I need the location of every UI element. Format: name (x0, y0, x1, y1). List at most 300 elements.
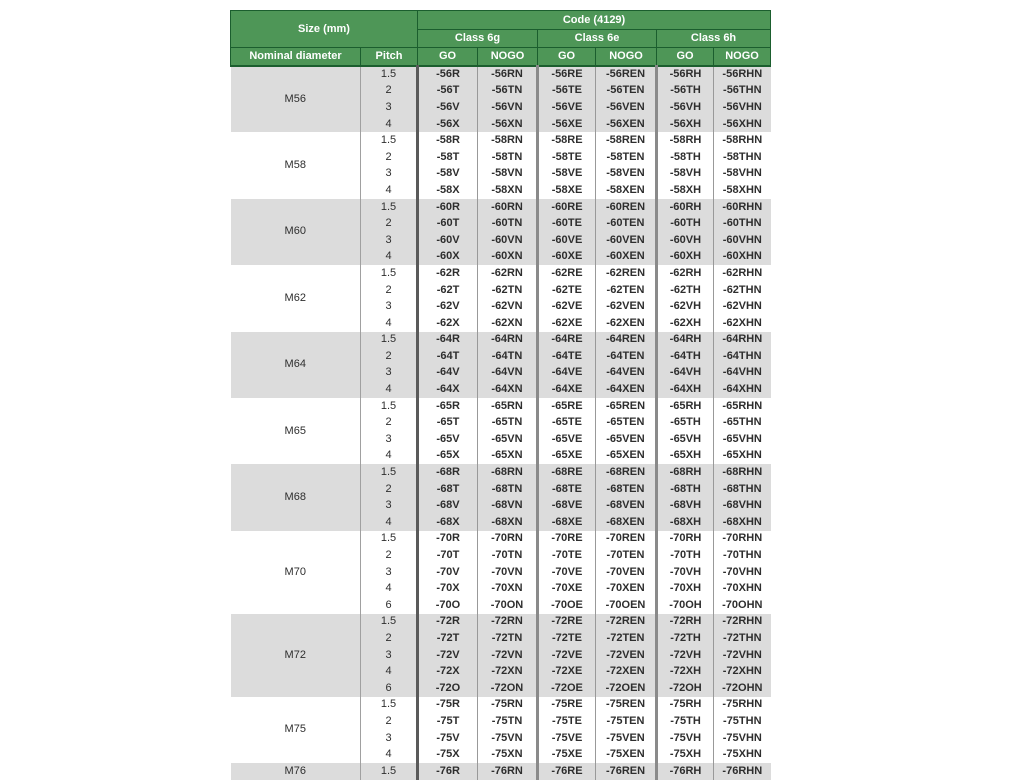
code-cell: -64RHN (714, 332, 771, 349)
pitch-cell: 2 (361, 215, 418, 232)
pitch-cell: 2 (361, 149, 418, 166)
code-cell: -72TH (657, 630, 714, 647)
code-cell: -65R (418, 398, 478, 415)
pitch-cell: 2 (361, 282, 418, 299)
diameter-cell: M58 (284, 159, 306, 172)
code-cell: -58REN (596, 132, 657, 149)
code-cell: -60TEN (596, 215, 657, 232)
table-header (231, 11, 771, 67)
code-cell: -68XE (538, 514, 596, 531)
code-cell: -70R (418, 531, 478, 548)
code-cell: -65V (418, 431, 478, 448)
code-cell: -70REN (596, 531, 657, 548)
code-cell: -56VE (538, 99, 596, 116)
code-cell: -75XN (478, 746, 538, 763)
code-cell: -75VHN (714, 730, 771, 747)
code-cell: -75VN (478, 730, 538, 747)
code-cell: -70XE (538, 580, 596, 597)
code-cell: -75T (418, 713, 478, 730)
code-cell: -58VH (657, 166, 714, 183)
code-cell: -68TH (657, 481, 714, 498)
code-cell: -56RE (538, 66, 596, 83)
code-cell: -62RE (538, 265, 596, 282)
code-cell: -72VH (657, 647, 714, 664)
code-cell: -72O (418, 680, 478, 697)
code-cell: -58R (418, 132, 478, 149)
code-cell: -62RH (657, 265, 714, 282)
code-cell: -60XN (478, 249, 538, 266)
pitch-cell: 4 (361, 580, 418, 597)
code-cell: -72ON (478, 680, 538, 697)
code-cell: -72V (418, 647, 478, 664)
code-cell: -70XHN (714, 580, 771, 597)
pitch-cell: 4 (361, 182, 418, 199)
pitch-cell: 3 (361, 730, 418, 747)
code-cell: -62V (418, 298, 478, 315)
code-cell: -75XEN (596, 746, 657, 763)
code-cell: -72X (418, 663, 478, 680)
code-cell: -60VN (478, 232, 538, 249)
code-cell: -64VHN (714, 365, 771, 382)
pitch-cell: 3 (361, 166, 418, 183)
code-cell: -56XHN (714, 116, 771, 133)
table-row (231, 531, 771, 548)
code-cell: -64XH (657, 381, 714, 398)
code-cell: -62RN (478, 265, 538, 282)
code-cell: -65TN (478, 414, 538, 431)
code-cell: -70TE (538, 547, 596, 564)
diameter-cell: M75 (284, 723, 306, 736)
code-cell: -65T (418, 414, 478, 431)
code-cell: -70OE (538, 597, 596, 614)
code-cell: -58XH (657, 182, 714, 199)
table-row (231, 132, 771, 149)
class-6e-header: Class 6e (538, 30, 657, 48)
code-cell: -58TEN (596, 149, 657, 166)
code-cell: -58VHN (714, 166, 771, 183)
pitch-cell: 3 (361, 564, 418, 581)
code-cell: -64VEN (596, 365, 657, 382)
code-cell: -64X (418, 381, 478, 398)
code-cell: -65VN (478, 431, 538, 448)
code-cell: -68X (418, 514, 478, 531)
code-cell: -76R (418, 763, 478, 780)
thread-gauge-code-table (230, 10, 771, 780)
code-cell: -56TN (478, 83, 538, 100)
code-cell: -62R (418, 265, 478, 282)
code-cell: -75TN (478, 713, 538, 730)
pitch-cell: 3 (361, 99, 418, 116)
pitch-cell: 4 (361, 514, 418, 531)
code-cell: -70TH (657, 547, 714, 564)
code-cell: -58VN (478, 166, 538, 183)
code-cell: -56XH (657, 116, 714, 133)
code-cell: -58T (418, 149, 478, 166)
code-cell: -64XHN (714, 381, 771, 398)
diameter-cell: M65 (284, 424, 306, 437)
code-cell: -68TE (538, 481, 596, 498)
code-cell: -68XEN (596, 514, 657, 531)
code-cell: -56VHN (714, 99, 771, 116)
table-row (231, 697, 771, 714)
code-cell: -68VN (478, 497, 538, 514)
code-cell: -62X (418, 315, 478, 332)
pitch-cell: 4 (361, 249, 418, 266)
code-cell: -70TN (478, 547, 538, 564)
code-cell: -60X (418, 249, 478, 266)
diameter-cell: M60 (231, 199, 361, 265)
code-cell: -76RH (657, 763, 714, 780)
code-cell: -62VEN (596, 298, 657, 315)
code-cell: -75RN (478, 697, 538, 714)
code-cell: -75XE (538, 746, 596, 763)
code-cell: -64XEN (596, 381, 657, 398)
code-cell: -58XE (538, 182, 596, 199)
pitch-cell: 1.5 (361, 132, 418, 149)
code-cell: -70THN (714, 547, 771, 564)
code-cell: -68VEN (596, 497, 657, 514)
pitch-cell: 6 (361, 680, 418, 697)
code-cell: -72TE (538, 630, 596, 647)
code-cell: -56X (418, 116, 478, 133)
code-cell: -65TH (657, 414, 714, 431)
code-cell: -70VE (538, 564, 596, 581)
code-cell: -76RHN (714, 763, 771, 780)
code-cell: -76RN (478, 763, 538, 780)
code-cell: -56VN (478, 99, 538, 116)
code-cell: -56RN (478, 66, 538, 83)
code-cell: -64V (418, 365, 478, 382)
code-cell: -64RH (657, 332, 714, 349)
code-cell: -60RHN (714, 199, 771, 216)
code-cell: -68VE (538, 497, 596, 514)
code-cell: -72VE (538, 647, 596, 664)
code-cell: -68XN (478, 514, 538, 531)
code-cell: -64TN (478, 348, 538, 365)
code-cell: -64VE (538, 365, 596, 382)
code-cell: -62VN (478, 298, 538, 315)
code-cell: -65TEN (596, 414, 657, 431)
code-cell: -64RN (478, 332, 538, 349)
code-cell: -72OEN (596, 680, 657, 697)
code-cell: -60VE (538, 232, 596, 249)
pitch-cell: 4 (361, 746, 418, 763)
code-cell: -65VH (657, 431, 714, 448)
code-cell: -64REN (596, 332, 657, 349)
code-cell: -70OEN (596, 597, 657, 614)
pitch-cell: 3 (361, 232, 418, 249)
pitch-cell: 1.5 (361, 332, 418, 349)
go-6e-header: GO (538, 48, 596, 67)
pitch-cell: 3 (361, 365, 418, 382)
code-cell: -72RE (538, 614, 596, 631)
code-cell: -75RH (657, 697, 714, 714)
pitch-cell: 1.5 (361, 464, 418, 481)
nogo-6e-header: NOGO (596, 48, 657, 67)
code-cell: -75VE (538, 730, 596, 747)
table-row (231, 464, 771, 481)
diameter-cell: M70 (284, 565, 306, 578)
code-cell: -70VH (657, 564, 714, 581)
code-cell: -60VHN (714, 232, 771, 249)
code-cell: -72R (418, 614, 478, 631)
code-cell: -56THN (714, 83, 771, 100)
code-cell: -72OHN (714, 680, 771, 697)
code-cell: -72TN (478, 630, 538, 647)
code-cell: -72XN (478, 663, 538, 680)
pitch-cell: 4 (361, 116, 418, 133)
code-cell: -64RE (538, 332, 596, 349)
code-cell: -72RN (478, 614, 538, 631)
code-cell: -58THN (714, 149, 771, 166)
code-cell: -68TEN (596, 481, 657, 498)
code-cell: -68REN (596, 464, 657, 481)
code-cell: -62TE (538, 282, 596, 299)
code-cell: -68T (418, 481, 478, 498)
code-cell: -70T (418, 547, 478, 564)
pitch-cell: 2 (361, 348, 418, 365)
code-cell: -60RH (657, 199, 714, 216)
code-cell: -56TH (657, 83, 714, 100)
table-row (231, 199, 771, 216)
nogo-6h-header: NOGO (714, 48, 771, 67)
code-cell: -72VN (478, 647, 538, 664)
code-cell: -72RH (657, 614, 714, 631)
pitch-cell: 1.5 (361, 697, 418, 714)
diameter-cell: M64 (231, 332, 361, 398)
pitch-cell: 1.5 (361, 763, 418, 780)
size-header: Size (mm) (231, 11, 418, 48)
code-cell: -75THN (714, 713, 771, 730)
code-cell: -62XH (657, 315, 714, 332)
pitch-cell: 1.5 (361, 199, 418, 216)
code-cell: -60RE (538, 199, 596, 216)
code-cell: -70OHN (714, 597, 771, 614)
code-cell: -62XE (538, 315, 596, 332)
code-cell: -56R (418, 66, 478, 83)
table-row (231, 265, 771, 282)
code-cell: -76REN (596, 763, 657, 780)
pitch-cell: 1.5 (361, 265, 418, 282)
pitch-cell: 4 (361, 315, 418, 332)
diameter-cell: M62 (284, 291, 306, 304)
code-cell: -70TEN (596, 547, 657, 564)
table-body (231, 66, 771, 780)
pitch-cell: 2 (361, 713, 418, 730)
code-cell: -72OH (657, 680, 714, 697)
code-cell: -70O (418, 597, 478, 614)
code-cell: -62VH (657, 298, 714, 315)
code-cell: -60XHN (714, 249, 771, 266)
code-cell: -72T (418, 630, 478, 647)
pitch-cell: 1.5 (361, 66, 418, 83)
pitch-cell: 4 (361, 448, 418, 465)
code-cell: -68TN (478, 481, 538, 498)
code-cell: -65XEN (596, 448, 657, 465)
pitch-header: Pitch (361, 48, 418, 67)
code-cell: -72RHN (714, 614, 771, 631)
code-cell: -58RHN (714, 132, 771, 149)
code-cell: -65RE (538, 398, 596, 415)
code-cell: -65RH (657, 398, 714, 415)
code-cell: -75VH (657, 730, 714, 747)
pitch-cell: 3 (361, 497, 418, 514)
code-header: Code (4129) (418, 11, 771, 30)
code-cell: -70VHN (714, 564, 771, 581)
code-cell: -56TE (538, 83, 596, 100)
nogo-6g-header: NOGO (478, 48, 538, 67)
code-cell: -72TEN (596, 630, 657, 647)
pitch-cell: 4 (361, 381, 418, 398)
code-cell: -58XN (478, 182, 538, 199)
code-cell: -70OH (657, 597, 714, 614)
code-cell: -64TH (657, 348, 714, 365)
nominal-diameter-header: Nominal diameter (231, 48, 361, 67)
code-cell: -65XN (478, 448, 538, 465)
code-cell: -58RH (657, 132, 714, 149)
code-cell: -60V (418, 232, 478, 249)
code-cell: -72XH (657, 663, 714, 680)
code-cell: -62THN (714, 282, 771, 299)
pitch-cell: 3 (361, 298, 418, 315)
code-cell: -58TE (538, 149, 596, 166)
code-cell: -56VEN (596, 99, 657, 116)
code-cell: -70RH (657, 531, 714, 548)
pitch-cell: 1.5 (361, 398, 418, 415)
code-cell: -56V (418, 99, 478, 116)
code-cell: -68XH (657, 514, 714, 531)
code-cell: -68VHN (714, 497, 771, 514)
code-cell: -68THN (714, 481, 771, 498)
code-cell: -62T (418, 282, 478, 299)
code-cell: -60TN (478, 215, 538, 232)
code-cell: -75XH (657, 746, 714, 763)
code-cell: -75V (418, 730, 478, 747)
code-cell: -64TE (538, 348, 596, 365)
code-cell: -62XN (478, 315, 538, 332)
code-cell: -68VH (657, 497, 714, 514)
pitch-cell: 2 (361, 630, 418, 647)
code-cell: -56RHN (714, 66, 771, 83)
code-cell: -75TEN (596, 713, 657, 730)
code-cell: -58VE (538, 166, 596, 183)
code-cell: -72THN (714, 630, 771, 647)
header-row-1 (231, 11, 771, 30)
code-cell: -70VEN (596, 564, 657, 581)
code-cell: -62XHN (714, 315, 771, 332)
code-cell: -75RHN (714, 697, 771, 714)
code-cell: -70RN (478, 531, 538, 548)
code-cell: -58TH (657, 149, 714, 166)
code-cell: -56VH (657, 99, 714, 116)
code-cell: -75VEN (596, 730, 657, 747)
code-cell: -70XH (657, 580, 714, 597)
class-6g-header: Class 6g (418, 30, 538, 48)
code-cell: -56XN (478, 116, 538, 133)
pitch-cell: 4 (361, 663, 418, 680)
code-cell: -65REN (596, 398, 657, 415)
code-cell: -72XE (538, 663, 596, 680)
code-cell: -72OE (538, 680, 596, 697)
pitch-cell: 6 (361, 597, 418, 614)
code-cell: -62TEN (596, 282, 657, 299)
code-cell: -65XHN (714, 448, 771, 465)
code-cell: -72XHN (714, 663, 771, 680)
code-cell: -70XEN (596, 580, 657, 597)
code-cell: -58XHN (714, 182, 771, 199)
code-cell: -58V (418, 166, 478, 183)
code-cell: -64VH (657, 365, 714, 382)
table-row (231, 332, 771, 349)
header-row-3 (231, 48, 771, 67)
go-6g-header: GO (418, 48, 478, 67)
code-cell: -70XN (478, 580, 538, 597)
code-cell: -62TN (478, 282, 538, 299)
table-row (231, 66, 771, 83)
code-cell: -60XEN (596, 249, 657, 266)
table-row (231, 614, 771, 631)
code-cell: -64VN (478, 365, 538, 382)
code-cell: -56REN (596, 66, 657, 83)
code-cell: -60XH (657, 249, 714, 266)
code-cell: -76RE (538, 763, 596, 780)
code-cell: -64XE (538, 381, 596, 398)
code-cell: -72VEN (596, 647, 657, 664)
code-cell: -65X (418, 448, 478, 465)
code-cell: -75RE (538, 697, 596, 714)
code-cell: -56TEN (596, 83, 657, 100)
diameter-cell: M72 (231, 614, 361, 697)
code-cell: -72REN (596, 614, 657, 631)
code-cell: -75REN (596, 697, 657, 714)
code-cell: -70V (418, 564, 478, 581)
code-cell: -68RHN (714, 464, 771, 481)
pitch-cell: 3 (361, 647, 418, 664)
code-cell: -60VEN (596, 232, 657, 249)
code-cell: -60TH (657, 215, 714, 232)
pitch-cell: 2 (361, 83, 418, 100)
code-cell: -65VEN (596, 431, 657, 448)
code-cell: -60R (418, 199, 478, 216)
code-cell: -62RHN (714, 265, 771, 282)
pitch-cell: 1.5 (361, 614, 418, 631)
code-cell: -60REN (596, 199, 657, 216)
code-cell: -62VHN (714, 298, 771, 315)
code-cell: -62VE (538, 298, 596, 315)
code-cell: -72XEN (596, 663, 657, 680)
code-cell: -75TE (538, 713, 596, 730)
code-cell: -70RE (538, 531, 596, 548)
code-cell: -60RN (478, 199, 538, 216)
code-cell: -65VHN (714, 431, 771, 448)
code-cell: -60THN (714, 215, 771, 232)
diameter-cell: M76 (231, 763, 361, 780)
code-cell: -72VHN (714, 647, 771, 664)
code-cell: -62XEN (596, 315, 657, 332)
code-cell: -58XEN (596, 182, 657, 199)
code-cell: -58TN (478, 149, 538, 166)
code-cell: -56XE (538, 116, 596, 133)
code-cell: -60T (418, 215, 478, 232)
code-cell: -68RH (657, 464, 714, 481)
code-cell: -65TE (538, 414, 596, 431)
pitch-cell: 1.5 (361, 531, 418, 548)
code-cell: -65XE (538, 448, 596, 465)
code-cell: -70ON (478, 597, 538, 614)
code-cell: -70VN (478, 564, 538, 581)
code-cell: -64XN (478, 381, 538, 398)
code-cell: -75X (418, 746, 478, 763)
